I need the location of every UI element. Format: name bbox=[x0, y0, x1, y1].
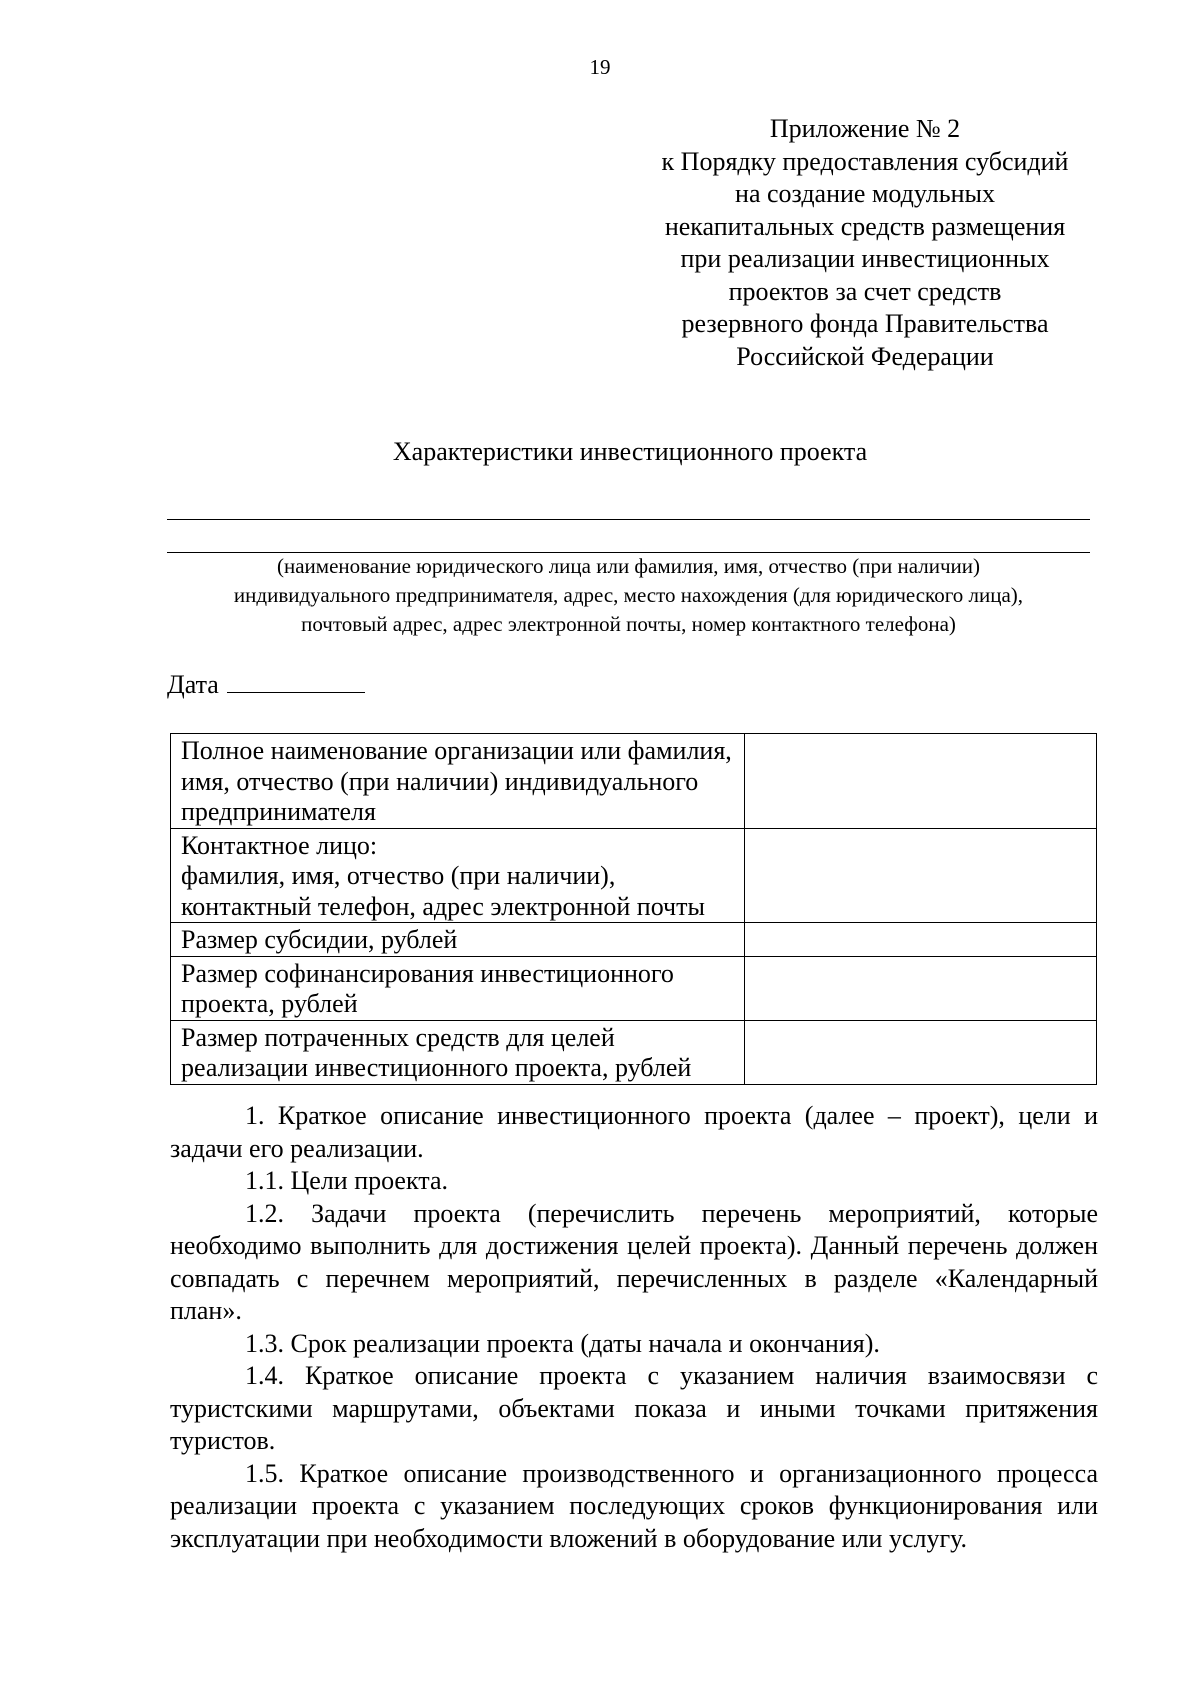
table-cell-value bbox=[745, 923, 1097, 957]
table-cell-label bbox=[171, 956, 745, 1020]
table-row bbox=[171, 956, 1097, 1020]
table-cell-label bbox=[171, 1020, 745, 1084]
appendix-line: Приложение № 2 bbox=[769, 114, 961, 143]
table-cell-label bbox=[171, 734, 745, 829]
applicant-caption bbox=[167, 552, 1090, 639]
appendix-line: Российской Федерации bbox=[736, 341, 994, 371]
cell-line: фамилия, имя, отчество (при наличии), bbox=[181, 861, 616, 890]
paragraph: 1.3. Срок реализации проекта (даты начала и окончания). bbox=[245, 1328, 880, 1358]
caption-line: почтовый адрес, адрес электронной почты, номер контактного телефона) bbox=[301, 612, 956, 636]
cell-line: Размер потраченных средств для целей bbox=[181, 1022, 615, 1052]
table-cell-value bbox=[745, 734, 1097, 829]
appendix-line: проектов за счет средств bbox=[728, 276, 1002, 306]
table-row bbox=[171, 923, 1097, 957]
date-field bbox=[167, 670, 365, 700]
table-cell-value bbox=[745, 956, 1097, 1020]
paragraph: 1.5. Краткое описание производственного и организационного процесса реализации проекта с указанием последующих сроков функционирования или эксплуатации при необходимости вложений в оборудование или услугу. bbox=[170, 1458, 1098, 1553]
table-row bbox=[171, 1020, 1097, 1084]
cell-line: Полное наименование организации или фамилия, bbox=[181, 736, 732, 765]
paragraph: 1.4. Краткое описание проекта с указанием наличия взаимосвязи с туристскими маршрутами, объектами показа и иными точками притяжения туристов. bbox=[170, 1361, 1098, 1455]
table-row bbox=[171, 734, 1097, 829]
caption-line: (наименование юридического лица или фамилия, имя, отчество (при наличии) bbox=[277, 554, 980, 578]
cell-line: Размер софинансирования инвестиционного bbox=[181, 958, 674, 988]
appendix-line: к Порядку предоставления субсидий bbox=[661, 146, 1069, 176]
paragraph: 1. Краткое описание инвестиционного проекта (далее – проект), цели и задачи его реализации. bbox=[170, 1101, 1098, 1163]
date-blank bbox=[227, 670, 365, 693]
appendix-line: на создание модульных bbox=[735, 179, 995, 208]
table-cell-value bbox=[745, 828, 1097, 923]
appendix-line: при реализации инвестиционных bbox=[680, 244, 1050, 273]
appendix-line: резервного фонда Правительства bbox=[681, 309, 1049, 338]
cell-line: Размер субсидии, рублей bbox=[181, 925, 458, 954]
document-title: Характеристики инвестиционного проекта bbox=[392, 437, 868, 466]
appendix-line: некапитальных средств размещения bbox=[664, 211, 1066, 241]
table-cell-value bbox=[745, 1020, 1097, 1084]
project-info-table bbox=[170, 733, 1097, 1085]
cell-line: реализации инвестиционного проекта, рублей bbox=[181, 1053, 692, 1082]
applicant-fill-line bbox=[167, 519, 1090, 520]
table-cell-label bbox=[171, 828, 745, 923]
cell-line: предпринимателя bbox=[181, 797, 376, 826]
appendix-header bbox=[640, 113, 1090, 373]
page-number: 19 bbox=[589, 55, 611, 79]
caption-line: индивидуального предпринимателя, адрес, место нахождения (для юридического лица), bbox=[233, 583, 1024, 607]
table-cell-label bbox=[171, 923, 745, 957]
cell-line: имя, отчество (при наличии) индивидуального bbox=[181, 766, 699, 796]
cell-line: проекта, рублей bbox=[181, 989, 358, 1018]
paragraph: 1.1. Цели проекта. bbox=[245, 1166, 448, 1195]
cell-line: контактный телефон, адрес электронной почты bbox=[181, 891, 705, 921]
paragraph: 1.2. Задачи проекта (перечислить перечень мероприятий, которые необходимо выполнить для достижения целей проекта). Данный перечень должен совпадать с перечнем мероприятий, перечисленных в разделе «Календарный план». bbox=[170, 1198, 1098, 1325]
table-row bbox=[171, 828, 1097, 923]
date-label: Дата bbox=[167, 670, 219, 699]
body-text bbox=[170, 1100, 1098, 1555]
cell-line: Контактное лицо: bbox=[181, 830, 378, 860]
